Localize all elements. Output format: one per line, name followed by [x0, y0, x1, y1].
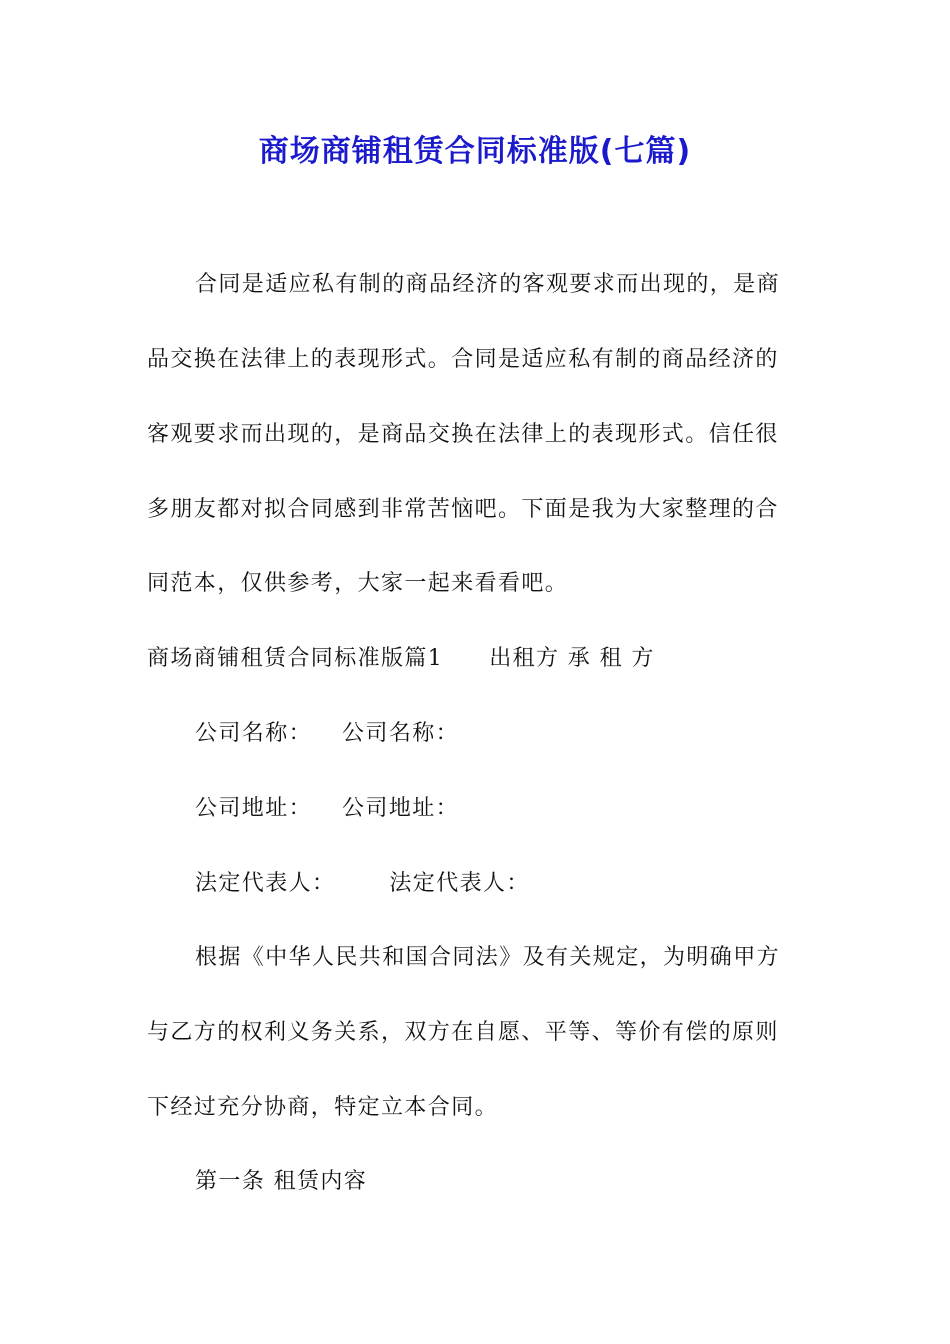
company-address-row — [195, 792, 855, 826]
company-name-label-lessee: 公司名称： — [342, 721, 460, 746]
company-address-label-lessor: 公司地址： — [195, 796, 313, 821]
parties-header: 出租方 承 租 方 — [489, 646, 655, 671]
basis-line: 与乙方的权利义务关系，双方在自愿、平等、等价有偿的原则 — [147, 1020, 779, 1045]
intro-line: 同范本，仅供参考，大家一起来看看吧。 — [147, 571, 569, 596]
company-name-label-lessor: 公司名称： — [195, 721, 313, 746]
legal-rep-label-lessor: 法定代表人： — [195, 871, 336, 896]
intro-line: 多朋友都对拟合同感到非常苦恼吧。下面是我为大家整理的合 — [147, 497, 779, 522]
basis-line: 下经过充分协商，特定立本合同。 — [147, 1095, 499, 1120]
intro-line: 合同是适应私有制的商品经济的客观要求而出现的，是商 — [195, 272, 781, 297]
legal-rep-label-lessee: 法定代表人： — [389, 871, 530, 896]
section-heading: 商场商铺租赁合同标准版篇1 — [147, 646, 444, 671]
page-title: 商场商铺租赁合同标准版(七篇) — [258, 134, 692, 169]
article-heading: 第一条 租赁内容 — [195, 1169, 368, 1194]
intro-line: 品交换在法律上的表现形式。合同是适应私有制的商品经济的 — [147, 347, 779, 372]
intro-line: 客观要求而出现的，是商品交换在法律上的表现形式。信任很 — [147, 422, 779, 447]
section-heading-row — [147, 642, 807, 676]
legal-rep-row — [195, 867, 855, 901]
company-address-label-lessee: 公司地址： — [342, 796, 460, 821]
company-name-row — [195, 717, 855, 751]
basis-line: 根据《中华人民共和国合同法》及有关规定，为明确甲方 — [195, 945, 781, 970]
